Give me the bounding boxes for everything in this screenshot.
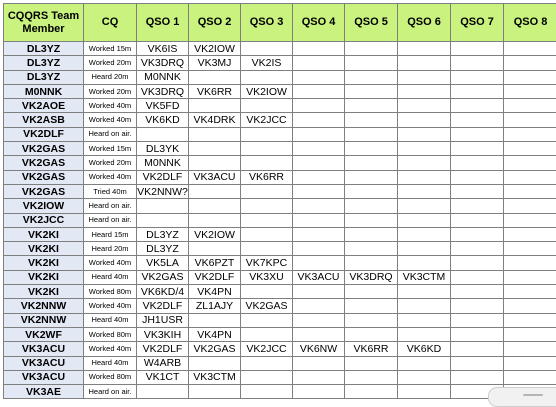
- qso-cell: [504, 342, 556, 356]
- member-callsign: VK2KI: [4, 227, 84, 241]
- qso-cell: VK6PZT: [189, 256, 241, 270]
- qso-cell: [451, 213, 504, 227]
- qso-cell: [504, 327, 556, 341]
- header-qso-6: QSO 6: [398, 4, 451, 42]
- cq-status: Heard 15m: [84, 227, 137, 241]
- qso-cell: [504, 370, 556, 384]
- member-callsign: VK3ACU: [4, 342, 84, 356]
- qso-cell: [398, 170, 451, 184]
- qso-cell: [137, 127, 189, 141]
- qso-cell: [241, 184, 293, 198]
- qso-cell: [189, 313, 241, 327]
- qso-cell: VK3DRQ: [137, 56, 189, 70]
- qso-cell: [345, 184, 398, 198]
- qso-cell: VK3KIH: [137, 327, 189, 341]
- qso-cell: [189, 199, 241, 213]
- header-qso-7: QSO 7: [451, 4, 504, 42]
- qso-cell: JH1USR: [137, 313, 189, 327]
- cq-status: Worked 20m: [84, 84, 137, 98]
- qso-cell: [504, 256, 556, 270]
- qso-cell: [345, 385, 398, 399]
- qso-cell: [451, 127, 504, 141]
- table-row: [4, 356, 556, 370]
- qso-cell: [504, 170, 556, 184]
- member-callsign: VK2JCC: [4, 213, 84, 227]
- qso-cell: [241, 370, 293, 384]
- qso-cell: VK2GAS: [189, 342, 241, 356]
- member-callsign: VK2WF: [4, 327, 84, 341]
- qso-cell: [504, 84, 556, 98]
- header-qso-3: QSO 3: [241, 4, 293, 42]
- qso-cell: [504, 213, 556, 227]
- qso-cell: [345, 127, 398, 141]
- qso-cell: [398, 156, 451, 170]
- popup-handle-icon: [523, 394, 543, 396]
- qso-cell: VK2GAS: [241, 299, 293, 313]
- qso-cell: VK3MJ: [189, 56, 241, 70]
- cq-status: Heard on air.: [84, 213, 137, 227]
- qso-cell: VK2IOW: [189, 227, 241, 241]
- qso-cell: [504, 99, 556, 113]
- qso-cell: [451, 99, 504, 113]
- qso-cell: [241, 227, 293, 241]
- qso-cell: [451, 227, 504, 241]
- cq-status: Worked 40m: [84, 170, 137, 184]
- qso-cell: [293, 56, 345, 70]
- member-callsign: VK2KI: [4, 285, 84, 299]
- qso-cell: VK6KD: [398, 342, 451, 356]
- cq-status: Worked 80m: [84, 327, 137, 341]
- cq-status: Worked 40m: [84, 99, 137, 113]
- qso-cell: [504, 356, 556, 370]
- qso-cell: VK7KPC: [241, 256, 293, 270]
- table-row: [4, 42, 556, 56]
- qso-cell: [398, 56, 451, 70]
- table-row: [4, 299, 556, 313]
- qso-cell: [345, 227, 398, 241]
- member-callsign: VK2GAS: [4, 142, 84, 156]
- qso-cell: [398, 256, 451, 270]
- qso-cell: [451, 156, 504, 170]
- qso-cell: [451, 70, 504, 84]
- qso-cell: [293, 285, 345, 299]
- qso-cell: [345, 242, 398, 256]
- table-row: [4, 184, 556, 198]
- qso-cell: VK2IOW: [189, 42, 241, 56]
- qso-cell: [398, 227, 451, 241]
- qso-cell: [451, 270, 504, 284]
- qso-cell: [504, 156, 556, 170]
- qso-cell: [398, 285, 451, 299]
- qso-cell: VK2DLF: [137, 299, 189, 313]
- qso-cell: [241, 313, 293, 327]
- qso-cell: [451, 42, 504, 56]
- qso-cell: [504, 285, 556, 299]
- qso-cell: [398, 42, 451, 56]
- member-callsign: VK2KI: [4, 270, 84, 284]
- qso-cell: [137, 213, 189, 227]
- qso-cell: VK2IS: [241, 56, 293, 70]
- qso-cell: [293, 142, 345, 156]
- table-row: [4, 113, 556, 127]
- qso-cell: [398, 84, 451, 98]
- cq-status: Worked 40m: [84, 113, 137, 127]
- qso-cell: VK2NNW?: [137, 184, 189, 198]
- member-callsign: VK2KI: [4, 256, 84, 270]
- qso-cell: [504, 199, 556, 213]
- header-qso-8: QSO 8: [504, 4, 556, 42]
- table-row: [4, 342, 556, 356]
- member-callsign: VK2NNW: [4, 299, 84, 313]
- qso-cell: [451, 170, 504, 184]
- qso-cell: [189, 142, 241, 156]
- qso-cell: [451, 142, 504, 156]
- qso-cell: [398, 199, 451, 213]
- qso-cell: [293, 42, 345, 56]
- member-callsign: VK2GAS: [4, 184, 84, 198]
- qso-cell: [398, 356, 451, 370]
- qso-cell: [293, 213, 345, 227]
- table-body: [4, 42, 556, 399]
- member-callsign: VK3AE: [4, 385, 84, 399]
- cq-status: Worked 20m: [84, 56, 137, 70]
- qso-cell: [241, 385, 293, 399]
- qso-cell: [293, 385, 345, 399]
- qso-cell: [293, 227, 345, 241]
- member-callsign: VK2GAS: [4, 156, 84, 170]
- table-row: [4, 56, 556, 70]
- table-row: [4, 127, 556, 141]
- qso-cell: [293, 356, 345, 370]
- qso-cell: [451, 327, 504, 341]
- table-row: [4, 142, 556, 156]
- table-row: [4, 227, 556, 241]
- table-row: [4, 327, 556, 341]
- qso-cell: VK6IS: [137, 42, 189, 56]
- member-callsign: VK2NNW: [4, 313, 84, 327]
- qso-cell: [398, 70, 451, 84]
- qso-cell: [504, 299, 556, 313]
- qso-cell: VK4DRK: [189, 113, 241, 127]
- qso-cell: VK6KD/4: [137, 285, 189, 299]
- table-row: [4, 170, 556, 184]
- member-callsign: VK2ASB: [4, 113, 84, 127]
- qso-cell: [293, 184, 345, 198]
- qso-cell: VK2IOW: [241, 84, 293, 98]
- qso-cell: [241, 242, 293, 256]
- qso-cell: [345, 70, 398, 84]
- qso-cell: [398, 142, 451, 156]
- qso-cell: [345, 84, 398, 98]
- qso-cell: [504, 142, 556, 156]
- cq-status: Heard 20m: [84, 70, 137, 84]
- qso-cell: [451, 242, 504, 256]
- cq-status: Heard 40m: [84, 270, 137, 284]
- qso-cell: [189, 213, 241, 227]
- qso-cell: [451, 113, 504, 127]
- qso-cell: [398, 299, 451, 313]
- cq-status: Worked 80m: [84, 370, 137, 384]
- qso-cell: [451, 356, 504, 370]
- qso-cell: [241, 127, 293, 141]
- qso-cell: [504, 113, 556, 127]
- qso-cell: [189, 127, 241, 141]
- qso-cell: [189, 356, 241, 370]
- qso-cell: VK2DLF: [189, 270, 241, 284]
- qso-cell: VK3CTM: [398, 270, 451, 284]
- qso-cell: VK6NW: [293, 342, 345, 356]
- qso-cell: [137, 385, 189, 399]
- cq-status: Worked 80m: [84, 285, 137, 299]
- table-row: [4, 270, 556, 284]
- cq-status: Worked 20m: [84, 156, 137, 170]
- qso-cell: [504, 227, 556, 241]
- table-row: [4, 213, 556, 227]
- qso-cell: [504, 313, 556, 327]
- qso-cell: [293, 99, 345, 113]
- cq-status: Heard on air.: [84, 199, 137, 213]
- qso-cell: [451, 199, 504, 213]
- qso-cell: VK6RR: [241, 170, 293, 184]
- qso-cell: [504, 70, 556, 84]
- qso-cell: [241, 142, 293, 156]
- qso-cell: VK6KD: [137, 113, 189, 127]
- qso-cell: [504, 242, 556, 256]
- qso-log-table: [3, 3, 556, 399]
- qso-cell: VK5FD: [137, 99, 189, 113]
- cq-status: Heard on air.: [84, 127, 137, 141]
- qso-cell: [398, 370, 451, 384]
- qso-cell: [398, 313, 451, 327]
- qso-cell: VK2JCC: [241, 113, 293, 127]
- header-team-member: CQQRS Team Member: [4, 4, 84, 42]
- header-qso-4: QSO 4: [293, 4, 345, 42]
- qso-cell: [241, 199, 293, 213]
- qso-cell: [451, 285, 504, 299]
- qso-cell: [293, 299, 345, 313]
- qso-cell: [241, 327, 293, 341]
- qso-cell: [504, 56, 556, 70]
- qso-cell: DL3YK: [137, 142, 189, 156]
- qso-cell: [451, 342, 504, 356]
- qso-cell: [241, 42, 293, 56]
- qso-cell: [241, 99, 293, 113]
- qso-cell: ZL1AJY: [189, 299, 241, 313]
- qso-cell: VK2JCC: [241, 342, 293, 356]
- qso-cell: [345, 42, 398, 56]
- qso-cell: VK2DLF: [137, 170, 189, 184]
- qso-cell: [504, 42, 556, 56]
- qso-cell: M0NNK: [137, 156, 189, 170]
- table-row: [4, 285, 556, 299]
- qso-cell: [398, 127, 451, 141]
- qso-cell: [398, 99, 451, 113]
- member-callsign: VK2GAS: [4, 170, 84, 184]
- qso-cell: [189, 184, 241, 198]
- table-row: [4, 84, 556, 98]
- qso-cell: [345, 199, 398, 213]
- qso-cell: VK4PN: [189, 285, 241, 299]
- qso-cell: DL3YZ: [137, 242, 189, 256]
- qso-cell: [293, 84, 345, 98]
- qso-cell: [293, 70, 345, 84]
- qso-cell: [451, 313, 504, 327]
- qso-cell: VK3ACU: [293, 270, 345, 284]
- qso-cell: VK3CTM: [189, 370, 241, 384]
- qso-cell: [345, 313, 398, 327]
- qso-cell: DL3YZ: [137, 227, 189, 241]
- member-callsign: VK2AOE: [4, 99, 84, 113]
- qso-cell: VK3DRQ: [345, 270, 398, 284]
- qso-cell: [504, 270, 556, 284]
- floating-popup-tab[interactable]: [488, 387, 556, 407]
- member-callsign: VK2DLF: [4, 127, 84, 141]
- table-row: [4, 99, 556, 113]
- qso-cell: [293, 113, 345, 127]
- table-row: [4, 256, 556, 270]
- table-row: [4, 156, 556, 170]
- qso-cell: [451, 56, 504, 70]
- qso-cell: [241, 156, 293, 170]
- qso-cell: [293, 127, 345, 141]
- qso-cell: VK6RR: [345, 342, 398, 356]
- qso-cell: [504, 127, 556, 141]
- qso-cell: VK6RR: [189, 84, 241, 98]
- header-qso-1: QSO 1: [137, 4, 189, 42]
- cq-status: Tried 40m: [84, 184, 137, 198]
- cq-status: Worked 15m: [84, 142, 137, 156]
- qso-cell: [345, 327, 398, 341]
- qso-cell: [398, 184, 451, 198]
- qso-cell: [293, 170, 345, 184]
- header-qso-2: QSO 2: [189, 4, 241, 42]
- table-header: [4, 4, 556, 42]
- member-callsign: VK2IOW: [4, 199, 84, 213]
- member-callsign: VK3ACU: [4, 356, 84, 370]
- member-callsign: DL3YZ: [4, 56, 84, 70]
- qso-cell: [293, 370, 345, 384]
- qso-cell: [398, 385, 451, 399]
- qso-cell: [451, 84, 504, 98]
- cq-status: Worked 40m: [84, 256, 137, 270]
- qso-cell: [451, 370, 504, 384]
- qso-cell: [137, 199, 189, 213]
- qso-cell: [189, 242, 241, 256]
- header-qso-5: QSO 5: [345, 4, 398, 42]
- qso-cell: [345, 370, 398, 384]
- qso-cell: [241, 213, 293, 227]
- qso-cell: [241, 285, 293, 299]
- header-row: [4, 4, 556, 42]
- qso-cell: [451, 184, 504, 198]
- qso-cell: [345, 256, 398, 270]
- cq-status: Worked 40m: [84, 342, 137, 356]
- qso-cell: VK1CT: [137, 370, 189, 384]
- table-row: [4, 70, 556, 84]
- qso-cell: [345, 213, 398, 227]
- member-callsign: VK2KI: [4, 242, 84, 256]
- qso-cell: [189, 70, 241, 84]
- qso-cell: [241, 356, 293, 370]
- table-row: [4, 370, 556, 384]
- member-callsign: M0NNK: [4, 84, 84, 98]
- qso-cell: VK3DRQ: [137, 84, 189, 98]
- qso-cell: VK5LA: [137, 256, 189, 270]
- table-row: [4, 385, 556, 399]
- qso-cell: [398, 242, 451, 256]
- qso-cell: [293, 256, 345, 270]
- qso-cell: VK2DLF: [137, 342, 189, 356]
- qso-cell: [293, 199, 345, 213]
- cq-status: Heard 40m: [84, 356, 137, 370]
- table-row: [4, 242, 556, 256]
- member-callsign: VK3ACU: [4, 370, 84, 384]
- qso-cell: [345, 99, 398, 113]
- qso-cell: [398, 213, 451, 227]
- qso-cell: [451, 299, 504, 313]
- qso-cell: [189, 99, 241, 113]
- qso-cell: [345, 285, 398, 299]
- table-row: [4, 313, 556, 327]
- cq-status: Worked 15m: [84, 42, 137, 56]
- qso-cell: M0NNK: [137, 70, 189, 84]
- cq-status: Heard 40m: [84, 313, 137, 327]
- qso-cell: [345, 56, 398, 70]
- cq-status: Worked 40m: [84, 299, 137, 313]
- qso-cell: [293, 313, 345, 327]
- qso-cell: VK3XU: [241, 270, 293, 284]
- qso-cell: [451, 256, 504, 270]
- qso-cell: [345, 156, 398, 170]
- qso-cell: W4ARB: [137, 356, 189, 370]
- qso-cell: [504, 184, 556, 198]
- cq-status: Heard 20m: [84, 242, 137, 256]
- qso-cell: [398, 113, 451, 127]
- qso-cell: [189, 385, 241, 399]
- qso-cell: [293, 156, 345, 170]
- qso-cell: [345, 142, 398, 156]
- qso-cell: VK3ACU: [189, 170, 241, 184]
- table-row: [4, 199, 556, 213]
- qso-cell: [345, 299, 398, 313]
- qso-cell: [345, 113, 398, 127]
- member-callsign: DL3YZ: [4, 70, 84, 84]
- qso-cell: [345, 170, 398, 184]
- qso-cell: [241, 70, 293, 84]
- qso-cell: [293, 242, 345, 256]
- qso-cell: VK2GAS: [137, 270, 189, 284]
- cq-status: Heard on air.: [84, 385, 137, 399]
- member-callsign: DL3YZ: [4, 42, 84, 56]
- qso-cell: [345, 356, 398, 370]
- qso-cell: [398, 327, 451, 341]
- header-cq: CQ: [84, 4, 137, 42]
- qso-cell: [189, 156, 241, 170]
- qso-cell: [293, 327, 345, 341]
- qso-cell: VK4PN: [189, 327, 241, 341]
